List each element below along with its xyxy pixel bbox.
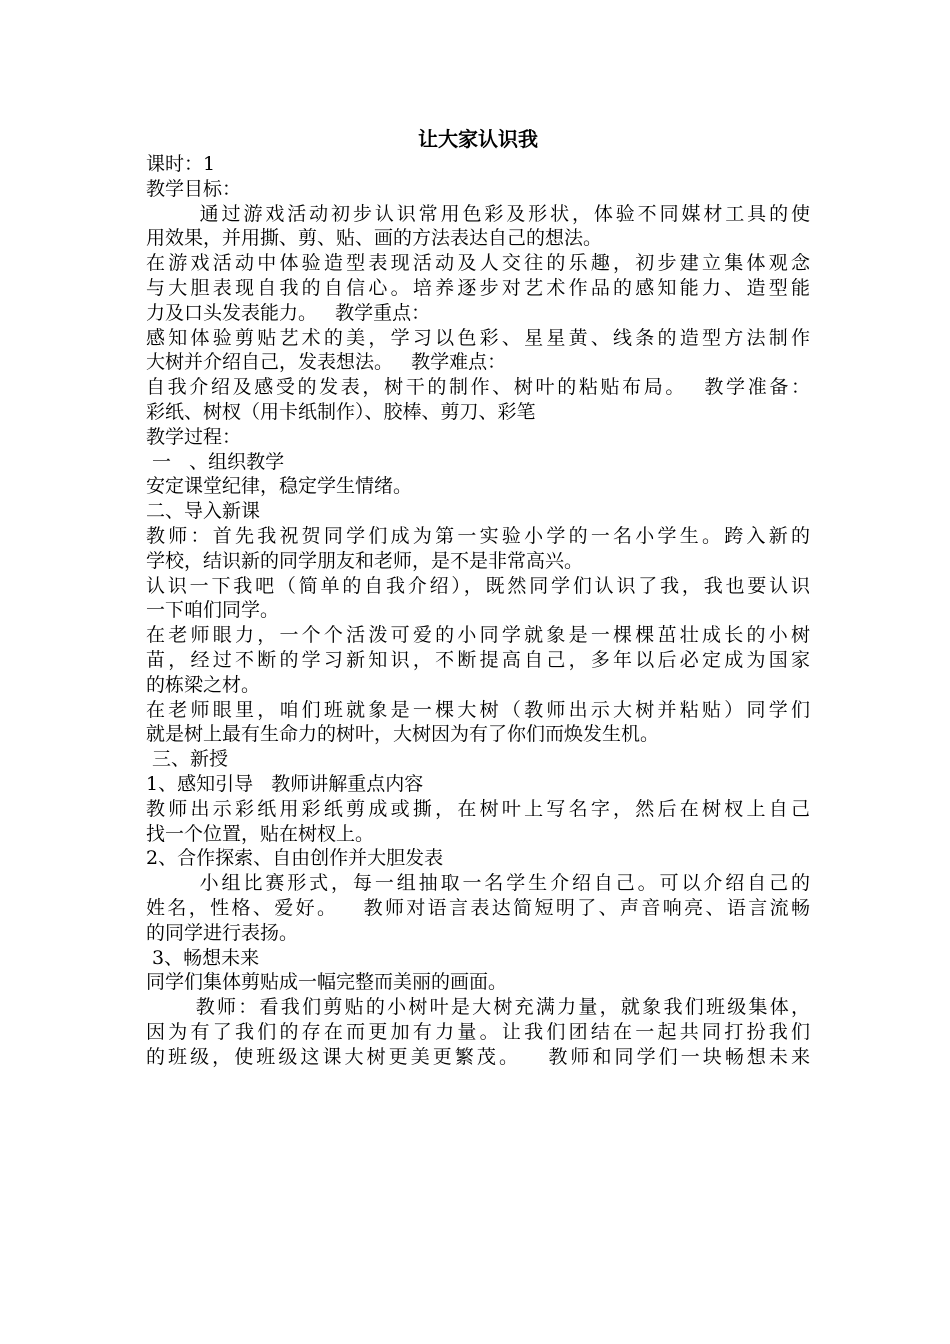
document-title: 让大家认识我: [418, 127, 538, 151]
text-line: 通过游戏活动初步认识常用色彩及形状，体验不同媒材工具的使: [146, 202, 810, 225]
text-line: 教师：首先我祝贺同学们成为第一实验小学的一名小学生。跨入新的: [146, 524, 810, 547]
text-line: 教师出示彩纸用彩纸剪成或撕，在树叶上写名字，然后在树杈上自己: [146, 797, 810, 820]
text-line: 一下咱们同学。: [146, 599, 280, 622]
text-line: 在老师眼力，一个个活泼可爱的小同学就象是一棵棵茁壮成长的小树: [146, 624, 810, 647]
text-line: 因为有了我们的存在而更加有力量。让我们团结在一起共同打扮我们: [146, 1020, 810, 1043]
text-line: 小组比赛形式，每一组抽取一名学生介绍自己。可以介绍自己的: [146, 872, 810, 895]
text-line: 2、合作探索、自由创作并大胆发表: [146, 847, 444, 870]
text-line: 课时：1: [146, 153, 216, 175]
text-line: 学校，结识新的同学朋友和老师，是不是非常高兴。: [146, 549, 584, 572]
text-line: 自我介绍及感受的发表，树干的制作、树叶的粘贴布局。 教学准备：: [146, 376, 810, 399]
text-line: 三、新授: [146, 748, 229, 771]
text-line: 与大胆表现自我的自信心。培养逐步对艺术作品的感知能力、造型能: [146, 276, 810, 299]
text-line: 一 、组织教学: [146, 450, 285, 473]
text-line: 1、感知引导 教师讲解重点内容: [146, 772, 424, 795]
text-line: 教学目标：: [146, 177, 242, 200]
text-line: 大树并介绍自己，发表想法。 教学难点：: [146, 351, 507, 374]
text-line: 同学们集体剪贴成一幅完整而美丽的画面。: [146, 971, 508, 994]
text-line: 苗，经过不断的学习新知识，不断提高自己，多年以后必定成为国家: [146, 648, 810, 671]
text-line: 的班级，使班级这课大树更美更繁茂。 教师和同学们一块畅想未来: [146, 1045, 810, 1068]
text-line: 在老师眼里，咱们班就象是一棵大树（教师出示大树并粘贴）同学们: [146, 698, 810, 721]
document-body: [146, 152, 810, 1069]
text-line: 3、畅想未来: [146, 946, 260, 969]
text-line: 彩纸、树杈（用卡纸制作）、胶棒、剪刀、彩笔: [146, 400, 536, 423]
text-line: 二、导入新课: [146, 500, 261, 523]
text-line: 教学过程：: [146, 425, 242, 448]
text-line: 教师：看我们剪贴的小树叶是大树充满力量，就象我们班级集体，: [146, 996, 810, 1019]
text-line: 感知体验剪贴艺术的美，学习以色彩、星星黄、线条的造型方法制作: [146, 326, 810, 349]
text-line: 的同学进行表扬。: [146, 921, 299, 944]
text-line: 就是树上最有生命力的树叶，大树因为有了你们而焕发生机。: [146, 723, 660, 746]
text-line: 姓名，性格、爱好。 教师对语言表达简短明了、声音响亮、语言流畅: [146, 896, 810, 919]
text-line: 力及口头发表能力。 教学重点：: [146, 301, 431, 324]
text-line: 的栋梁之材。: [146, 673, 261, 696]
text-line: 安定课堂纪律，稳定学生情绪。: [146, 475, 413, 498]
text-line: 用效果，并用撕、剪、贴、画的方法表达自己的想法。: [146, 227, 603, 250]
document-page: [146, 126, 810, 1069]
text-line: 在游戏活动中体验造型表现活动及人交往的乐趣，初步建立集体观念: [146, 252, 810, 275]
text-line: 找一个位置，贴在树杈上。: [146, 822, 375, 845]
text-line: 认识一下我吧（简单的自我介绍），既然同学们认识了我，我也要认识: [146, 574, 810, 597]
